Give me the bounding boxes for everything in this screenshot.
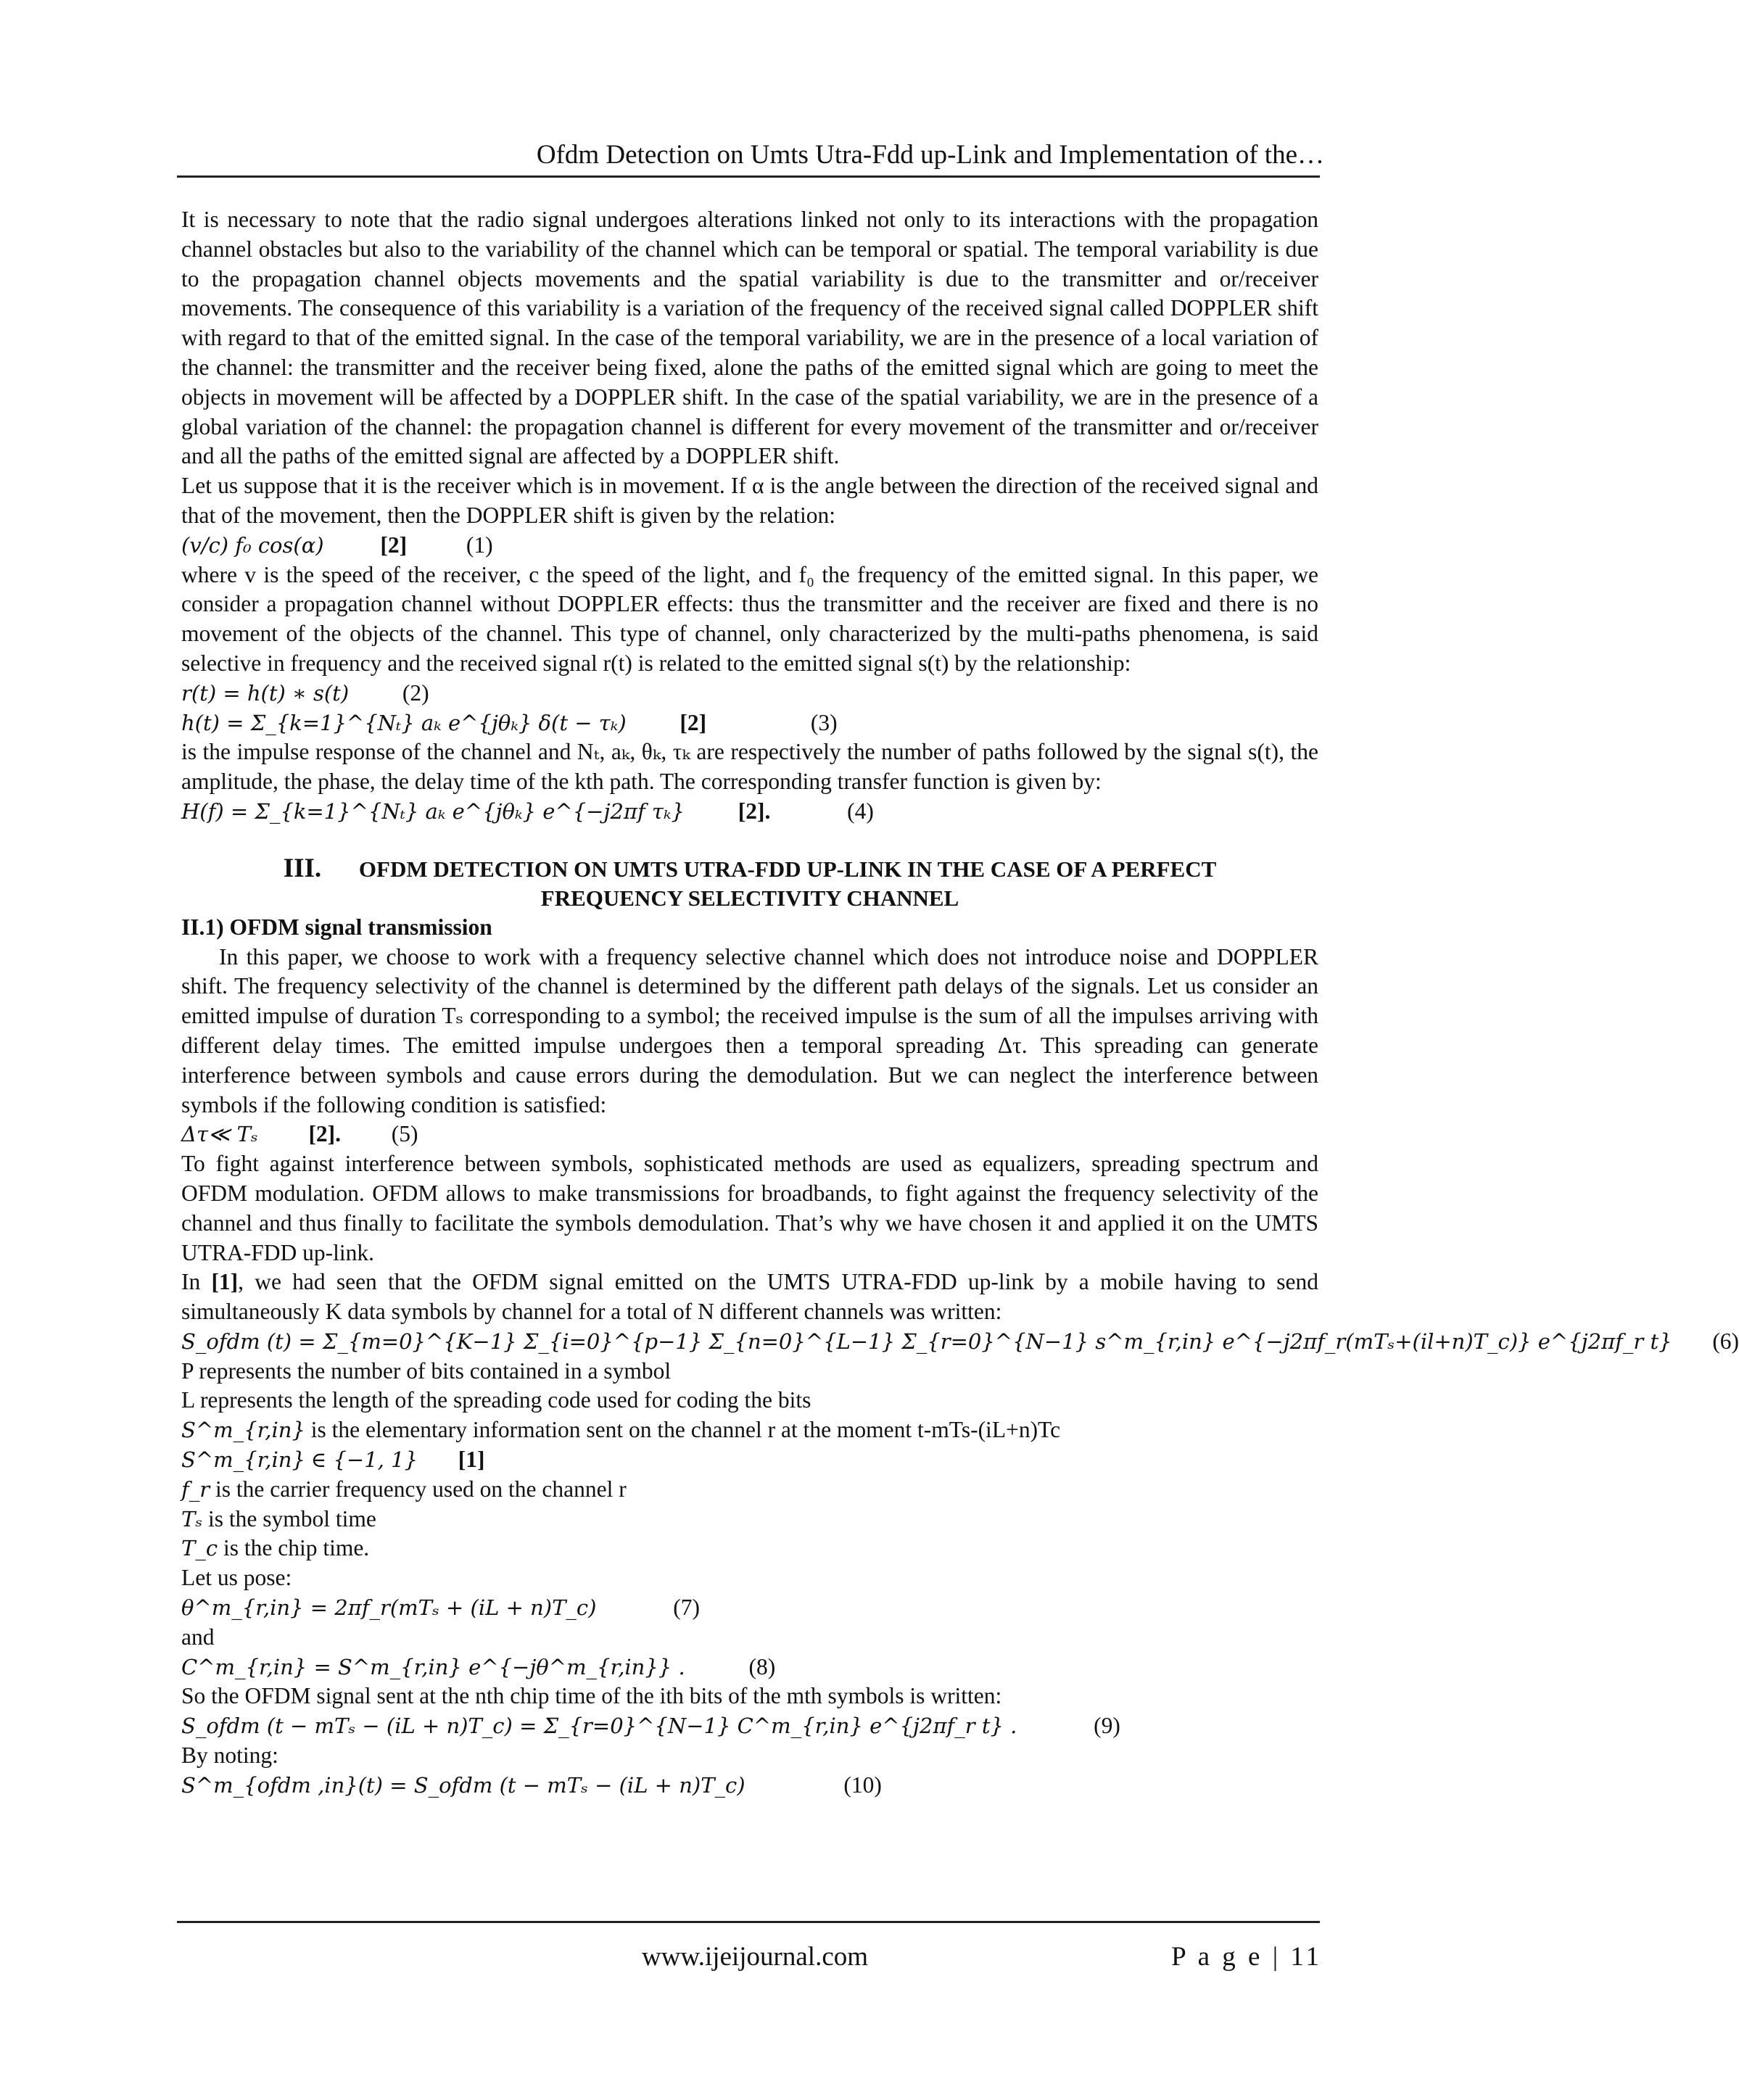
equation-5-ref: [2]. [308, 1121, 342, 1147]
equation-7 [181, 1593, 1318, 1623]
equation-8-number: (8) [748, 1653, 776, 1679]
page-body [181, 205, 1739, 1801]
equation-3-number: (3) [810, 709, 838, 735]
equation-7-expr: θ^m_{r,in} = 2πf_r(mTₛ + (iL + n)T_c) [181, 1595, 597, 1621]
equation-5-number: (5) [391, 1121, 418, 1147]
section-number: III. [283, 853, 322, 883]
paragraph-ofdm-motivation: To fight against interference between symbols, sophisticated methods are used as equalizers, spreading spectrum and OFDM modulation. OFDM allows to make transmissions for broadbands, to fight against the frequency selectivity of the channel and thus finally to facilitate the symbols demodulation. That’s why we have chosen it and applied it on the UMTS UTRA-FDD up-link. [181, 1151, 1318, 1265]
header-rule [177, 175, 1320, 178]
equation-7-number: (7) [673, 1595, 700, 1621]
paragraph-doppler-intro: It is necessary to note that the radio signal undergoes alterations linked not only to its interactions with the propagation channel obstacles but also to the variability of the channel which can be temporal or spatial. The temporal variability is due to the propagation channel objects movements and the spatial variability is due to the transmitter and or/receiver movements. The consequence of this variability is a variation of the frequency of the received signal called DOPPLER shift with regard to that of the emitted signal. In the case of the temporal variability, we are in the presence of a local variation of the channel: the transmitter and the receiver being fixed, alone the paths of the emitted signal which are going to meet the objects in movement will be affected by a DOPPLER shift. In the case of the spatial variability, we are in the presence of a global variation of the channel: the propagation channel is different for every movement of the transmitter and or/receiver and all the paths of the emitted signal are affected by a DOPPLER shift. [181, 207, 1318, 469]
noting-line: By noting: [181, 1743, 278, 1769]
definition-s-values-symbol: S^m_{r,in} [181, 1447, 305, 1473]
footer-page-number: P a g e | 11 [1171, 1942, 1322, 1972]
footer-rule [177, 1921, 1320, 1923]
definition-s-values-set: ∈ {−1, 1} [310, 1447, 418, 1473]
definition-ts-text: is the symbol time [208, 1505, 376, 1531]
definition-s-values-ref: [1] [458, 1447, 485, 1473]
definition-ts-symbol: Tₛ [181, 1506, 203, 1531]
equation-2-number: (2) [402, 679, 429, 706]
definition-s-text: is the elementary information sent on the channel r at the moment t-mTs-(iL+n)Tc [310, 1417, 1061, 1443]
running-header: Ofdm Detection on Umts Utra-Fdd up-Link and Implementation of the… [536, 140, 1324, 170]
definition-tc [181, 1534, 1318, 1563]
equation-4-ref: [2]. [738, 798, 771, 824]
equation-5 [181, 1120, 1318, 1149]
equation-10-number: (10) [843, 1772, 882, 1798]
paragraph-selective-channel: In this paper, we choose to work with a frequency selective channel which does not introduce noise and DOPPLER shift. The frequency selectivity of the channel is determined by the different path delays of the signals. Let us consider an emitted impulse of duration Tₛ corresponding to a symbol; the received impulse is the sum of all the impulses arriving with different delay times. The emitted impulse undergoes then a temporal spreading Δτ. This spreading can generate interference between symbols and cause errors during the demodulation. But we can neglect the interference between symbols if the following condition is satisfied: [181, 943, 1318, 1117]
equation-9-number: (9) [1094, 1713, 1120, 1739]
definition-s [181, 1415, 1318, 1445]
equation-1 [181, 531, 1318, 561]
section-title-line1: OFDM DETECTION ON UMTS UTRA-FDD UP-LINK IN THE CASE OF A PERFECT [358, 856, 1217, 882]
equation-10-expr: S^m_{ofdm ,in}(t) = S_ofdm (t − mTₛ − (iL + n)T_c) [181, 1772, 745, 1798]
definition-tc-text: is the chip time. [223, 1535, 370, 1561]
equation-6 [181, 1327, 1739, 1357]
section-title-line2: FREQUENCY SELECTIVITY CHANNEL [540, 885, 959, 911]
paragraph-channel-model: where v is the speed of the receiver, c the speed of the light, and f₀ the frequency of the emitted signal. In this paper, we consider a propagation channel without DOPPLER effects: thus the transmitter and the receiver are fixed and there is no movement of the objects of the channel. This type of channel, only characterized by the multi-paths phenomena, is said selective in frequency and the received signal r(t) is related to the emitted signal s(t) by the relationship: [181, 561, 1318, 676]
prior-work-text: , we had seen that the OFDM signal emitted on the UMTS UTRA-FDD up-link by a mobile having to send simultaneously K data symbols by channel for a total of N different channels was written: [181, 1269, 1318, 1325]
equation-6-number: (6) [1712, 1328, 1739, 1354]
paragraph-ofdm-chip: So the OFDM signal sent at the nth chip time of the ith bits of the mth symbols is written: [181, 1683, 1002, 1709]
equation-3-expr: h(t) = Σ_{k=1}^{Nₜ} aₖ e^{jθₖ} δ(t − τₖ) [181, 710, 627, 735]
equation-6-expr: S_ofdm (t) = Σ_{m=0}^{K−1} Σ_{i=0}^{p−1} Σ_{n=0}^{L−1} Σ_{r=0}^{N−1} s^m_{r,in} e^{−j2πf_r(mTₛ+(il+n)T_c)} e^{j2πf_r t} [181, 1328, 1672, 1354]
equation-4-expr: H(f) = Σ_{k=1}^{Nₜ} aₖ e^{jθₖ} e^{−j2πf τₖ} [181, 798, 685, 824]
equation-8-expr: C^m_{r,in} = S^m_{r,in} e^{−jθ^m_{r,in}} . [181, 1654, 685, 1679]
section-heading [181, 854, 1318, 913]
equation-5-expr: Δτ≪ Tₛ [181, 1122, 258, 1147]
definition-l: L represents the length of the spreading code used for coding the bits [181, 1387, 811, 1413]
equation-2 [181, 679, 1318, 708]
equation-9-expr: S_ofdm (t − mTₛ − (iL + n)T_c) = Σ_{r=0}^{N−1} C^m_{r,in} e^{j2πf_r t} . [181, 1714, 1017, 1739]
prior-work-ref: [1] [211, 1269, 239, 1295]
pose-line: Let us pose: [181, 1565, 292, 1591]
definition-fr-text: is the carrier frequency used on the channel r [215, 1476, 627, 1502]
prior-work-lead: In [181, 1269, 212, 1295]
paragraph-impulse-response: is the impulse response of the channel and Nₜ, aₖ, θₖ, τₖ are respectively the number of paths followed by the signal s(t), the amplitude, the phase, the delay time of the kth path. The corresponding transfer function is given by: [181, 739, 1318, 795]
equation-1-ref: [2] [380, 532, 408, 558]
equation-10 [181, 1771, 1318, 1801]
definition-ts [181, 1505, 1318, 1534]
and-line: and [181, 1624, 215, 1650]
definition-fr-symbol: f_r [181, 1476, 210, 1502]
definition-s-symbol: S^m_{r,in} [181, 1418, 305, 1443]
equation-8 [181, 1653, 1318, 1682]
equation-1-expr: (v/c) f₀ cos(α) [181, 532, 324, 558]
footer-url: www.ijeijournal.com [642, 1942, 869, 1972]
subsection-heading: II.1) OFDM signal transmission [181, 914, 492, 940]
equation-9 [181, 1711, 1318, 1741]
definition-tc-symbol: T_c [181, 1536, 218, 1561]
equation-2-expr: r(t) = h(t) ∗ s(t) [181, 680, 350, 706]
equation-3-ref: [2] [680, 709, 707, 735]
equation-1-number: (1) [466, 532, 493, 558]
definition-p: P represents the number of bits contained in a symbol [181, 1357, 672, 1384]
paragraph-doppler-receiver: Let us suppose that it is the receiver which is in movement. If α is the angle between the direction of the received signal and that of the movement, then the DOPPLER shift is given by the relation: [181, 473, 1318, 528]
equation-3 [181, 708, 1318, 738]
equation-4-number: (4) [847, 798, 874, 824]
equation-4 [181, 797, 1318, 827]
paragraph-prior-work [181, 1268, 1318, 1327]
definition-s-values [181, 1445, 1318, 1475]
definition-fr [181, 1475, 1318, 1505]
